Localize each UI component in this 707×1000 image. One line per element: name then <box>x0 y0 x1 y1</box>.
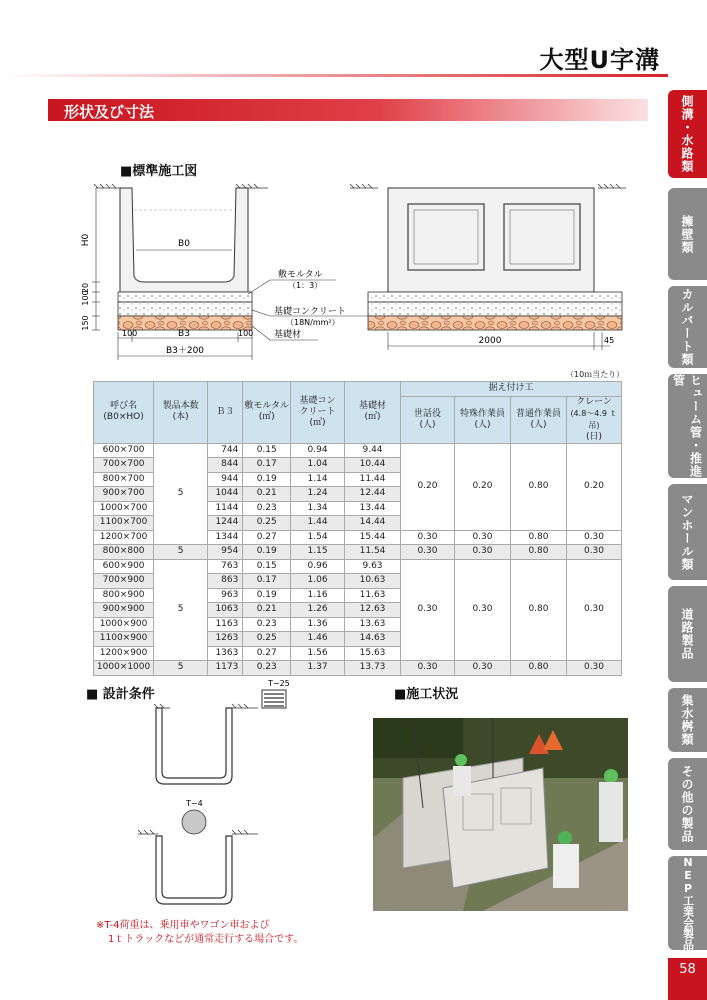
design-note-2: 1ｔトラックなどが通常走行する場合です。 <box>108 934 304 945</box>
design-note-1: ※T-4荷重は、乗用車やワゴン車および <box>96 920 270 931</box>
construction-drawing <box>78 180 638 370</box>
table-row: 1100×700 1244 0.25 1.44 14.44 <box>94 516 622 531</box>
length-end-label: 45 <box>604 336 615 345</box>
drawing-heading: ■標準施工図 <box>120 164 198 179</box>
unit-note: （10ｍ当たり） <box>566 370 625 379</box>
tab-catch-basin[interactable]: 集水桝類 <box>668 688 707 752</box>
tab-culvert[interactable]: カルバート類 <box>668 286 707 368</box>
design-heading: ■ 設計条件 <box>86 687 155 702</box>
th-tokushu: 特殊作業員 (人) <box>454 396 510 443</box>
dim-20: 20 <box>81 282 90 294</box>
t4-wheel <box>182 810 206 834</box>
th-b3: Ｂ３ <box>208 382 243 444</box>
tab-hume-pipe[interactable]: ヒューム管・推進管 <box>668 374 707 478</box>
table-row: 700×700 844 0.17 1.04 10.44 <box>94 458 622 473</box>
tab-nep-products[interactable]: NEP工業会製品 <box>668 856 707 950</box>
tab-road-products[interactable]: 道路製品 <box>668 586 707 682</box>
construction-photo <box>373 718 628 911</box>
mortar-label: 敷モルタル <box>278 270 323 280</box>
side-elevation <box>350 184 626 350</box>
quantity-table <box>93 381 622 676</box>
concrete-label: 基礎コンクリート <box>274 307 346 317</box>
table-row: 1000×900 1163 0.23 1.36 13.63 <box>94 617 622 632</box>
th-crane: クレーン (4.8～4.9 ｔ吊) (日) <box>566 396 621 443</box>
table-row: 800×800 5 954 0.19 1.15 11.54 0.30 0.30 0.80 0.30 <box>94 545 622 560</box>
concrete-strength: （18N/mm²） <box>286 318 340 327</box>
dim-150: 150 <box>81 315 90 331</box>
table-row: 1000×1000 5 1173 0.23 1.37 13.73 0.30 0.30 0.80 0.30 <box>94 661 622 676</box>
base-label: 基礎材 <box>274 330 302 340</box>
table-row: 600×700 5 744 0.15 0.94 9.44 0.20 0.20 0.80 0.20 <box>94 443 622 458</box>
tab-retaining-wall[interactable]: 擁壁類 <box>668 188 707 280</box>
tab-manhole[interactable]: マンホール類 <box>668 484 707 580</box>
dim-100b: 100 <box>238 329 254 338</box>
th-name: 呼び名 (B0×HO) <box>94 382 154 444</box>
mortar-layer <box>118 292 252 302</box>
mortar-ratio: （1：3） <box>288 281 323 290</box>
dim-100-vert: 100 <box>81 290 90 306</box>
u-ditch-lower <box>156 836 232 904</box>
b0-label: B0 <box>178 239 190 249</box>
th-base: 基礎材 (㎥) <box>345 382 401 444</box>
th-mortar: 敷モルタル (㎥) <box>243 382 291 444</box>
th-concrete: 基礎コン クリート (㎥) <box>291 382 345 444</box>
table-row: 700×900 863 0.17 1.06 10.63 <box>94 574 622 589</box>
photo-heading: ■施工状況 <box>394 687 459 702</box>
page-number: 58 <box>668 958 707 1000</box>
th-install: 据え付け工 <box>401 382 622 397</box>
length-label: 2000 <box>478 336 502 346</box>
table-row: 900×700 1044 0.21 1.24 12.44 <box>94 487 622 502</box>
table-row: 800×700 944 0.19 1.14 11.44 <box>94 472 622 487</box>
u-ditch-upper <box>156 708 232 784</box>
design-diagram <box>98 676 308 916</box>
b3-label: B3 <box>178 329 190 339</box>
table-row: 1100×900 1263 0.25 1.46 14.63 <box>94 632 622 647</box>
ground-hatch <box>94 184 268 188</box>
table-row: 900×900 1063 0.21 1.26 12.63 <box>94 603 622 618</box>
table-row: 600×900 5 763 0.15 0.96 9.63 0.30 0.30 0.80 0.30 <box>94 559 622 574</box>
base-layer <box>118 316 252 330</box>
dim-100a: 100 <box>122 329 138 338</box>
table-row: 1200×700 1344 0.27 1.54 15.44 0.30 0.30 0.80 0.30 <box>94 530 622 545</box>
t25-label: T−25 <box>268 679 290 688</box>
tab-other-products[interactable]: その他の製品 <box>668 758 707 850</box>
header-rule <box>0 74 668 77</box>
page-title: 大型U字溝 <box>539 46 660 74</box>
table-row: 1200×900 1363 0.27 1.56 15.63 <box>94 646 622 661</box>
h0-label: H0 <box>81 233 91 247</box>
th-futsu: 普通作業員 (人) <box>510 396 566 443</box>
table-row: 800×900 963 0.19 1.16 11.63 <box>94 588 622 603</box>
th-count: 製品本数 (本) <box>154 382 208 444</box>
tab-side-ditch[interactable]: 側溝・水路類 <box>668 90 707 178</box>
concrete-layer <box>118 302 252 316</box>
th-sewa: 世話役 (人) <box>401 396 455 443</box>
b3-200-label: B3＋200 <box>165 346 205 356</box>
table-row: 1000×700 1144 0.23 1.34 13.44 <box>94 501 622 516</box>
section-title: 形状及び寸法 <box>64 103 155 121</box>
t4-label: T−4 <box>186 799 203 808</box>
